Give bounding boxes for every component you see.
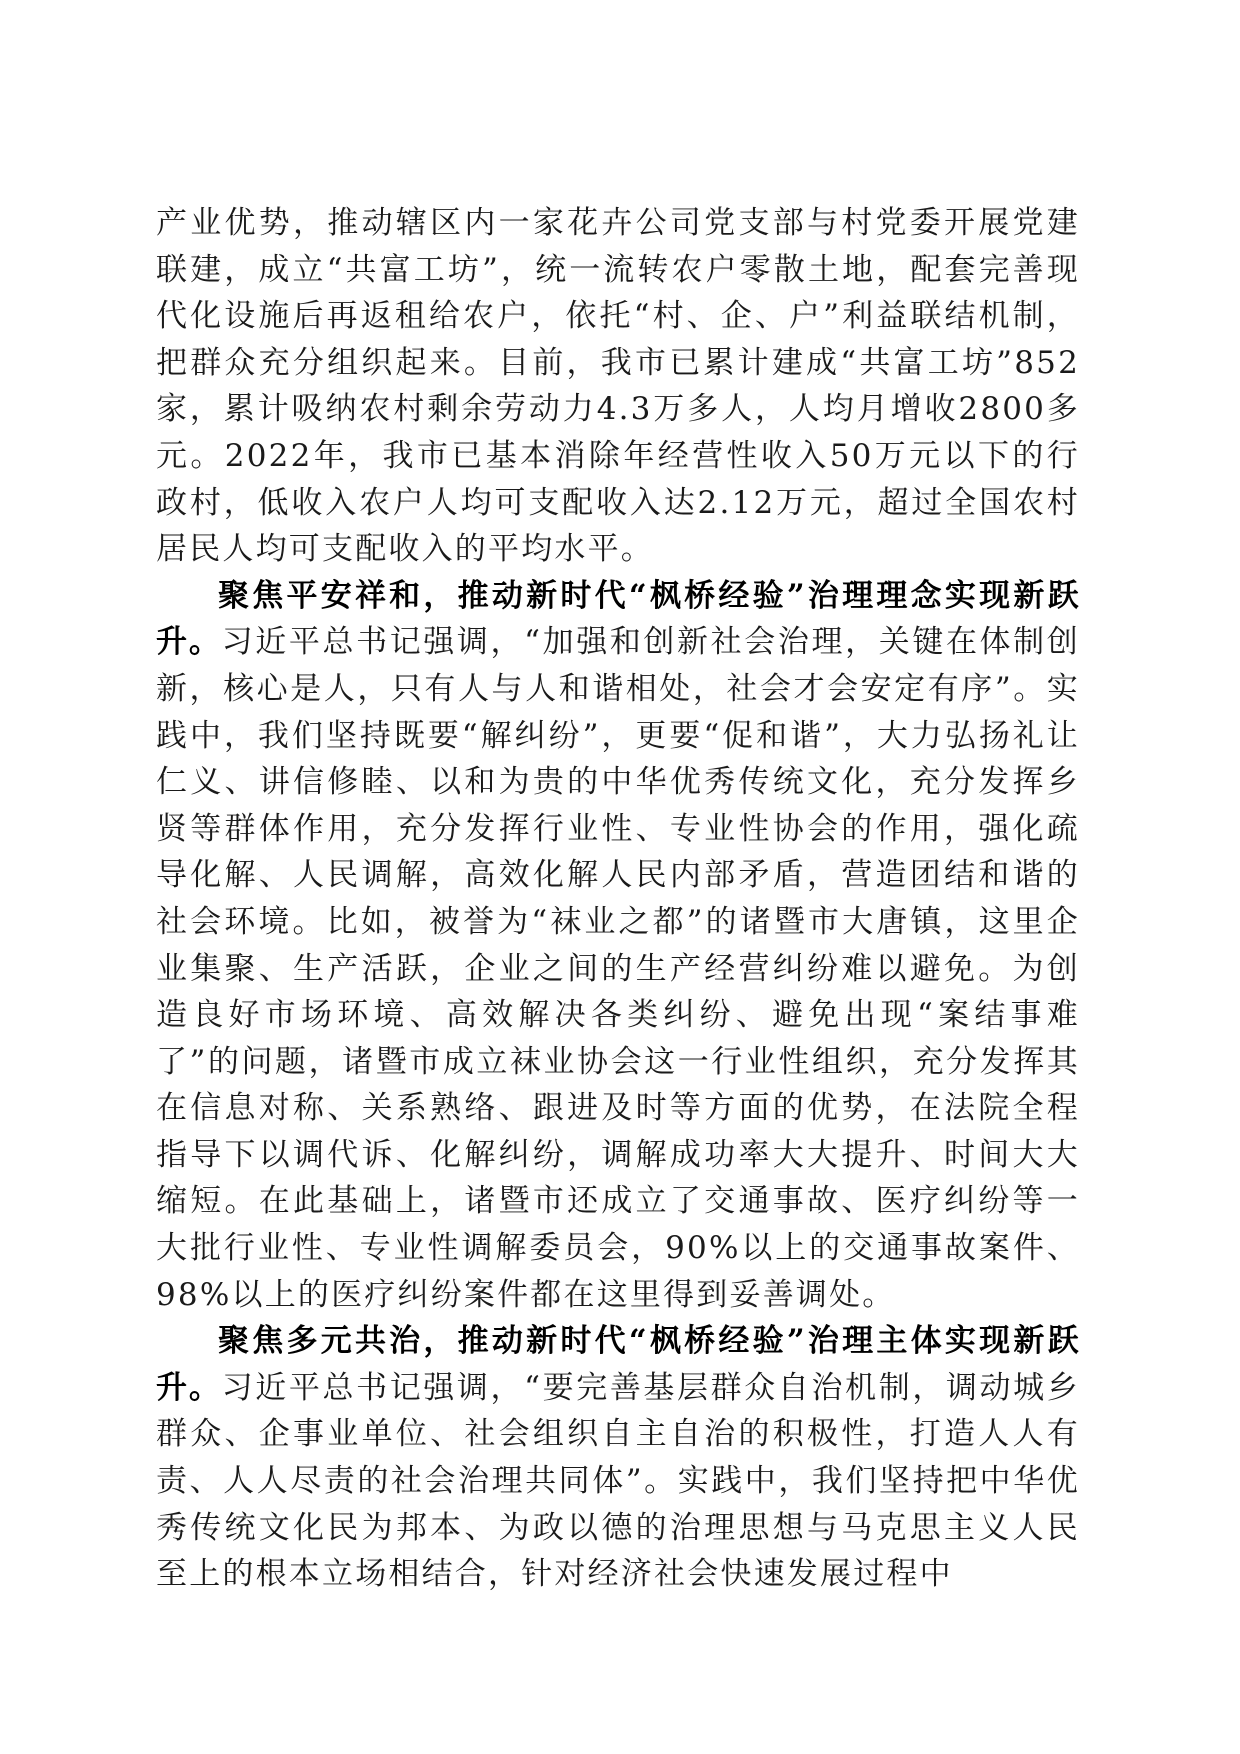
paragraph-lead-heading: 聚焦平安祥和，推动新时代“枫桥经验”治理理念实现新跃升。: [156, 577, 1080, 661]
paragraph-industry-advantage: [156, 200, 1080, 573]
paragraph-text: 习近平总书记强调，“要完善基层群众自治机制，调动城乡群众、企事业单位、社会组织自主自治的积极性，打造人人有责、人人尽责的社会治理共同体”。实践中，我们坚持把中华优秀传统文化民为邦本、为政以德的治理思想与马克思主义人民至上的根本立场相结合，针对经济社会快速发展过程中: [156, 1369, 1080, 1593]
paragraph-peace-harmony: [156, 573, 1080, 1319]
paragraph-lead-heading: 聚焦多元共治，推动新时代“枫桥经验”治理主体实现新跃升。: [156, 1323, 1080, 1406]
paragraph-multi-governance: [156, 1318, 1080, 1598]
document-page: [156, 200, 1080, 1598]
paragraph-text: 产业优势，推动辖区内一家花卉公司党支部与村党委开展党建联建，成立“共富工坊”，统一流转农户零散土地，配套完善现代化设施后再返租给农户，依托“村、企、户”利益联结机制，把群众充分组织起来。目前，我市已累计建成“共富工坊”852家，累计吸纳农村剩余劳动力4.3万多人，人均月增收2800多元。2022年，我市已基本消除年经营性收入50万元以下的行政村，低收入农户人均可支配收入达2.12万元，超过全国农村居民人均可支配收入的平均水平。: [156, 205, 1080, 568]
paragraph-text: 习近平总书记强调，“加强和创新社会治理，关键在体制创新，核心是人，只有人与人和谐相处，社会才会安定有序”。实践中，我们坚持既要“解纠纷”，更要“促和谐”，大力弘扬礼让仁义、讲信修睦、以和为贵的中华优秀传统文化，充分发挥乡贤等群体作用，充分发挥行业性、专业性协会的作用，强化疏导化解、人民调解，高效化解人民内部矛盾，营造团结和谐的社会环境。比如，被誉为“袜业之都”的诸暨市大唐镇，这里企业集聚、生产活跃，企业之间的生产经营纠纷难以避免。为创造良好市场环境、高效解决各类纠纷、避免出现“案结事难了”的问题，诸暨市成立袜业协会这一行业性组织，充分发挥其在信息对称、关系熟络、跟进及时等方面的优势，在法院全程指导下以调代诉、化解纠纷，调解成功率大大提升、时间大大缩短。在此基础上，诸暨市还成立了交通事故、医疗纠纷等一大批行业性、专业性调解委员会，90%以上的交通事故案件、98%以上的医疗纠纷案件都在这里得到妥善调处。: [156, 624, 1080, 1313]
